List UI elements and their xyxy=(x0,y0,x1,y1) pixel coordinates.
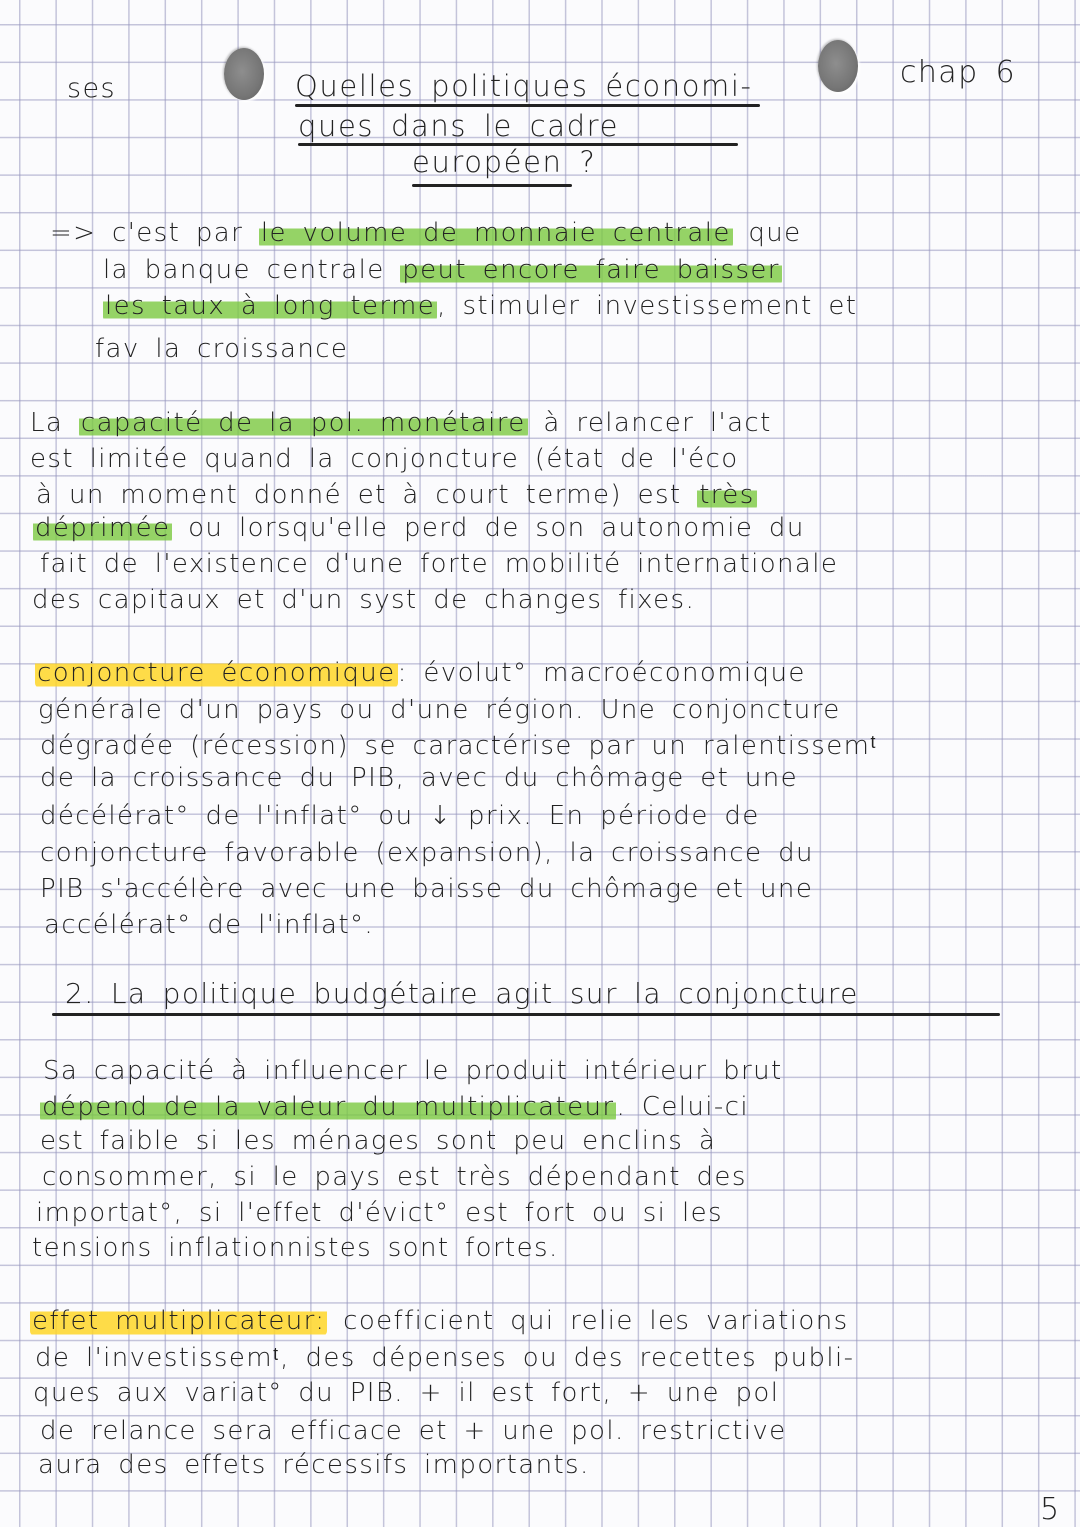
text-line: fait de l'existence d'une forte mobilité internationale xyxy=(40,549,839,579)
text-line xyxy=(103,257,782,283)
text-line: PIB s'accélère avec une baisse du chômage et une xyxy=(40,874,814,904)
text-segment: , stimuler investissement et xyxy=(437,291,858,321)
highlighted-text: déprimée xyxy=(35,513,171,543)
text-line: dégradée (récession) se caractérise par un ralentissemᵗ xyxy=(40,731,878,761)
text-line xyxy=(30,1308,849,1334)
text-line: de la croissance du PIB, avec du chômage et une xyxy=(40,763,799,793)
subject-label: ses xyxy=(67,73,116,104)
text-segment: ou lorsqu'elle perd de son autonomie du xyxy=(172,513,805,543)
title-underline-1 xyxy=(295,104,760,107)
text-line: importat°, si l'effet d'évict° est fort ou si les xyxy=(36,1198,723,1228)
punch-hole-right xyxy=(818,40,858,92)
punch-hole-left xyxy=(224,48,264,100)
definition-text: coefficient qui relie les variations xyxy=(327,1306,849,1336)
text-line: Sa capacité à influencer le produit intérieur brut xyxy=(43,1056,783,1086)
text-line xyxy=(33,515,805,541)
text-line: fav la croissance xyxy=(95,334,349,364)
text-line: de l'investissemᵗ, des dépenses ou des recettes publi- xyxy=(35,1343,855,1373)
definition-term: effet multiplicateur: xyxy=(32,1306,326,1336)
text-line: est faible si les ménages sont peu enclins à xyxy=(40,1126,717,1156)
text-segment: La xyxy=(30,408,79,438)
text-segment: . Celui-ci xyxy=(616,1092,749,1122)
text-line: tensions inflationnistes sont fortes. xyxy=(32,1233,559,1263)
highlighted-text: dépend de la valeur du multiplicateur xyxy=(42,1092,615,1122)
highlighted-text: le volume de monnaie centrale xyxy=(260,218,731,248)
text-segment: à un moment donné et à court terme) est xyxy=(36,480,698,510)
text-line: générale d'un pays ou d'une région. Une conjoncture xyxy=(38,695,841,725)
text-line xyxy=(40,1094,749,1120)
highlighted-text: les taux à long terme xyxy=(105,291,436,321)
text-segment: que xyxy=(732,218,802,248)
title-underline-3 xyxy=(412,184,572,187)
text-line: est limitée quand la conjoncture (état de l'éco xyxy=(30,444,739,474)
text-line xyxy=(50,220,802,246)
text-line: accélérat° de l'inflat°. xyxy=(44,910,375,940)
text-line xyxy=(30,410,772,436)
text-line xyxy=(36,482,757,508)
definition-term: conjoncture économique xyxy=(37,658,396,688)
text-line: de relance sera efficace et + une pol. restrictive xyxy=(40,1416,787,1446)
text-line: décélérat° de l'inflat° ou ↓ prix. En période de xyxy=(40,801,760,831)
highlighted-text: capacité de la pol. monétaire xyxy=(80,408,526,438)
page-title-line-3: européen ? xyxy=(412,145,597,179)
text-line xyxy=(35,660,806,686)
text-segment: => c'est par xyxy=(50,218,259,248)
text-line: des capitaux et d'un syst de changes fixes. xyxy=(32,585,696,615)
text-line: conjoncture favorable (expansion), la croissance du xyxy=(40,838,814,868)
page-title-line-1: Quelles politiques économi- xyxy=(295,69,753,103)
text-segment: à relancer l'act xyxy=(527,408,772,438)
page-number: 5 xyxy=(1040,1492,1061,1527)
text-segment: la banque centrale xyxy=(103,255,401,285)
highlighted-text: peut encore faire baisser xyxy=(402,255,780,285)
text-line: aura des effets récessifs importants. xyxy=(38,1450,590,1480)
text-line xyxy=(103,293,857,319)
text-line: consommer, si le pays est très dépendant des xyxy=(42,1162,747,1192)
section-heading-underline xyxy=(52,1013,1000,1016)
section-heading-2: 2. La politique budgétaire agit sur la conjoncture xyxy=(65,977,859,1010)
definition-text: : évolut° macroéconomique xyxy=(397,658,806,688)
highlighted-text: très xyxy=(699,480,755,510)
text-line: ques aux variat° du PIB. + il est fort, + une pol xyxy=(33,1378,780,1408)
page-title-line-2: ques dans le cadre xyxy=(298,109,620,143)
chapter-label: chap 6 xyxy=(900,55,1016,90)
